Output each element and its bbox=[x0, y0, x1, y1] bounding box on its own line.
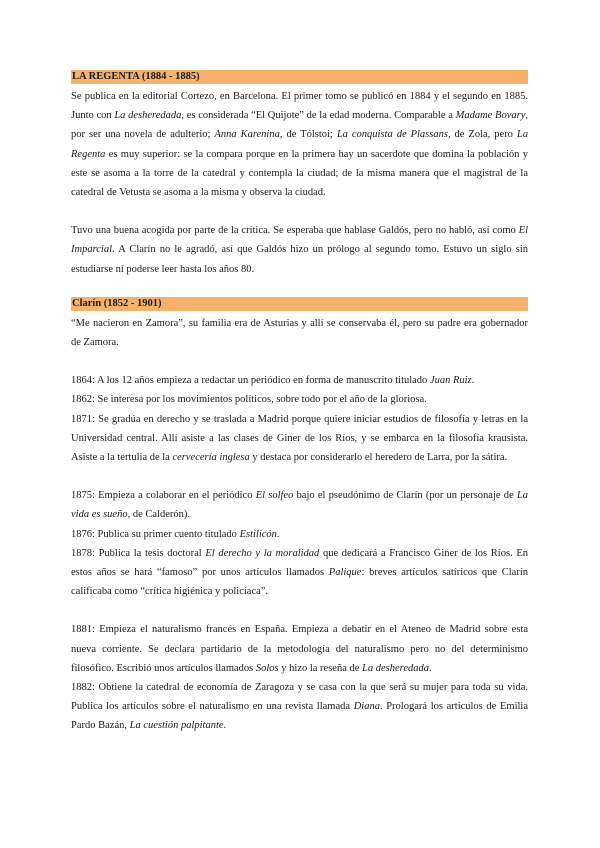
body-text: , de Calderón). bbox=[127, 509, 190, 521]
body-text: y hizo la reseña de bbox=[278, 662, 363, 674]
italic-title-text: La desheredada bbox=[114, 110, 182, 122]
italic-title-text: Juan Ruiz bbox=[429, 375, 472, 387]
body-text: , de Tólstoi; bbox=[279, 129, 337, 141]
body-text: , por ser una novela de adulterio; bbox=[71, 110, 528, 141]
italic-title-text: Solos bbox=[255, 662, 279, 674]
paragraph-spacer bbox=[71, 352, 528, 371]
body-text: 1882: Obtiene la catedral de economía de Zaragoza y se casa con la que será su mujer para toda su vida. Publica los artículos sobre el naturalismo en una revista llamada bbox=[71, 682, 528, 713]
italic-title-text: Estilicón bbox=[239, 528, 277, 540]
body-text: 1878: Publica la tesis doctoral bbox=[71, 547, 206, 559]
body-text: 1871: Se gradúa en derecho y se traslada a Madrid porque quiere iniciar estudios de filosofía y letras en la Universidad central. Allí asiste a las clases de Giner de los Ríos, y se embarca en la filosofía krausista. Asiste a la tertulia de la bbox=[71, 413, 528, 464]
body-text: 1875: Empieza a colaborar en el periódico bbox=[71, 490, 256, 502]
body-text: . bbox=[276, 528, 280, 540]
body-text: . Prologará los artículos de Emilia Pardo Bazán, bbox=[71, 701, 528, 732]
body-text: . bbox=[223, 720, 227, 732]
body-text: . bbox=[471, 375, 475, 387]
body-text: Se publica en la editorial Cortezo, en Barcelona. El primer tomo se publicó en 1884 y el segundo en 1885. Junto con bbox=[71, 91, 528, 122]
italic-title-text: Anna Karenina bbox=[214, 129, 280, 141]
italic-title-text: La vida es sueño bbox=[71, 490, 528, 521]
paragraph-clarin-1876 bbox=[71, 525, 528, 544]
body-text: 1881: Empieza el naturalismo francés en España. Empieza a debatir en el Ateneo de Madrid sobre esta nueva corriente. Se declara partidario de la metodología del naturalismo pero no del determinismo filosófico. Escribió unos artículos llamados bbox=[71, 624, 528, 674]
body-text: , de Zola, pero bbox=[447, 129, 517, 141]
italic-title-text: La Regenta bbox=[71, 129, 529, 160]
italic-title-text: El solfeo bbox=[255, 490, 294, 502]
body-text: 1876: Publica su primer cuento titulado bbox=[71, 528, 240, 540]
paragraph-clarin-1882 bbox=[71, 678, 528, 736]
paragraph-la-regenta-reception bbox=[71, 221, 528, 279]
italic-title-text: La desheredada bbox=[362, 662, 430, 674]
section-heading-clarin: Clarín (1852 - 1901) bbox=[71, 297, 528, 311]
paragraph-clarin-1881 bbox=[71, 620, 528, 678]
italic-title-text: Palique bbox=[328, 567, 362, 579]
paragraph-clarin-1871 bbox=[71, 410, 528, 468]
section-spacer bbox=[71, 279, 528, 297]
italic-title-text: La conquista de Plassans bbox=[336, 129, 448, 141]
italic-title-text: La cuestión palpitante bbox=[129, 720, 224, 732]
body-text: bajo el pseudónimo de Clarín (por un personaje de bbox=[293, 490, 517, 502]
body-text: : breves artículos satíricos que Clarín calificaba como “crítica higiénica y policíaca”. bbox=[71, 567, 528, 598]
paragraph-clarin-1864 bbox=[71, 371, 528, 390]
body-text: . A Clarín no le agradó, así que Galdós hizo un prólogo al segundo tomo. Estuvo un siglo sin estudiarse ni poderse leer hasta los años 80. bbox=[71, 244, 528, 275]
paragraph-clarin-1875 bbox=[71, 486, 528, 524]
italic-title-text: Madame Bovary bbox=[455, 110, 526, 122]
body-text: es muy superior: se la compara porque en la primera hay un sacerdote que domina la población y este se asoma a la torre de la catedral y contempla la ciudad; de la misma manera que el magistral de la catedral de Vetusta se asoma a la misma y observa la ciudad. bbox=[71, 148, 528, 199]
body-text: 1864: A los 12 años empieza a redactar un periódico en forma de manuscrito titulado bbox=[71, 375, 430, 387]
italic-title-text: cervecería inglesa bbox=[172, 452, 250, 464]
italic-title-text: El Imparcial bbox=[71, 225, 528, 256]
paragraph-clarin-1862 bbox=[71, 390, 528, 409]
italic-title-text: El derecho y la moralidad bbox=[205, 547, 320, 559]
body-text: . bbox=[429, 662, 432, 674]
body-text: 1862: Se interesa por los movimientos políticos, sobre todo por el año de la gloriosa. bbox=[71, 394, 427, 406]
body-text: que dedicará a Francisco Giner de los Ríos. En estos años se hará “famoso” por unos artículos llamados bbox=[71, 547, 528, 579]
document-content bbox=[71, 70, 528, 736]
paragraph-clarin-intro bbox=[71, 314, 528, 352]
paragraph-spacer bbox=[71, 202, 528, 221]
italic-title-text: Diana bbox=[353, 701, 380, 713]
body-text: y destaca por considerarlo el heredero de Larra, por la sátira. bbox=[249, 452, 508, 464]
paragraph-spacer bbox=[71, 467, 528, 486]
body-text: Tuvo una buena acogida por parte de la crítica. Se esperaba que hablase Galdós, pero no habló, así como bbox=[71, 225, 519, 237]
paragraph-spacer bbox=[71, 601, 528, 620]
body-text: , es considerada “El Quijote” de la edad moderna. Comparable a bbox=[181, 110, 456, 122]
section-heading-la-regenta: LA REGENTA (1884 - 1885) bbox=[71, 70, 528, 84]
paragraph-la-regenta-publication bbox=[71, 87, 528, 202]
body-text: “Me nacieron en Zamora”, su familia era de Asturias y allí se conservaba él, pero su padre era gobernador de Zamora. bbox=[71, 317, 528, 349]
paragraph-clarin-1878 bbox=[71, 544, 528, 602]
